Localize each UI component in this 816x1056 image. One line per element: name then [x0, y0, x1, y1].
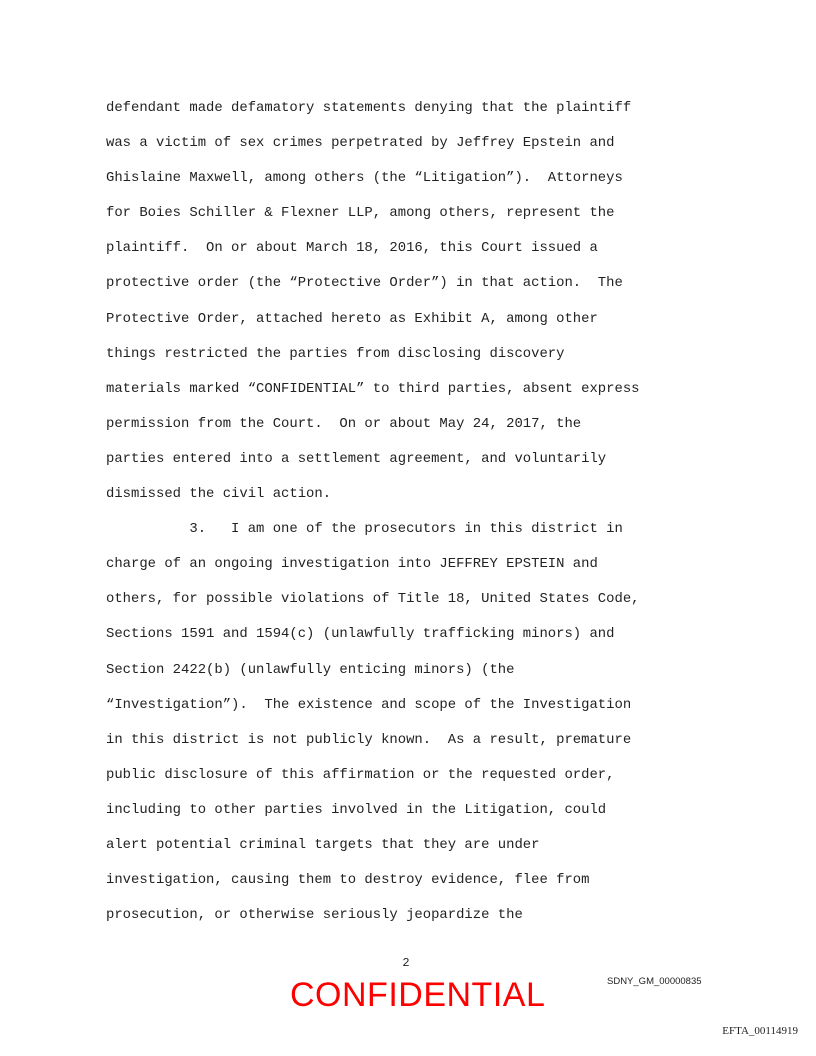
text-line: for Boies Schiller & Flexner LLP, among others, represent the [106, 205, 615, 222]
text-line: materials marked “CONFIDENTIAL” to third parties, absent express [106, 380, 640, 397]
text-line: defendant made defamatory statements denying that the plaintiff [106, 100, 632, 116]
page-number: 2 [402, 956, 410, 970]
text-line: permission from the Court. On or about May 24, 2017, the [106, 415, 582, 432]
text-line: investigation, causing them to destroy evidence, flee from [106, 872, 590, 889]
text-line: Sections 1591 and 1594(c) (unlawfully trafficking minors) and [106, 626, 615, 643]
bates-number: SDNY_GM_00000835 [607, 976, 702, 987]
text-line: plaintiff. On or about March 18, 2016, this Court issued a [106, 240, 598, 257]
text-line: Ghislaine Maxwell, among others (the “Litigation”). Attorneys [106, 170, 623, 187]
text-line: “Investigation”). The existence and scope of the Investigation [106, 696, 632, 713]
text-line: 3. I am one of the prosecutors in this district in [106, 521, 623, 538]
text-line: including to other parties involved in the Litigation, could [106, 801, 607, 818]
text-line: Section 2422(b) (unlawfully enticing minors) (the [106, 661, 515, 678]
text-line: public disclosure of this affirmation or the requested order, [106, 766, 615, 783]
body-text [106, 91, 716, 933]
efta-number: EFTA_00114919 [722, 1025, 798, 1037]
text-line: Protective Order, attached hereto as Exhibit A, among other [106, 310, 598, 327]
text-line: charge of an ongoing investigation into JEFFREY EPSTEIN and [106, 556, 598, 573]
text-line: was a victim of sex crimes perpetrated by Jeffrey Epstein and [106, 135, 615, 152]
text-line: things restricted the parties from disclosing discovery [106, 345, 565, 362]
text-line: parties entered into a settlement agreement, and voluntarily [106, 450, 607, 467]
text-line: alert potential criminal targets that they are under [106, 836, 540, 853]
text-line: others, for possible violations of Title 18, United States Code, [106, 591, 640, 608]
text-line: dismissed the civil action. [106, 486, 332, 503]
confidential-stamp: CONFIDENTIAL [290, 976, 546, 1014]
text-line: prosecution, or otherwise seriously jeopardize the [106, 907, 523, 924]
text-line: in this district is not publicly known. As a result, premature [106, 731, 632, 748]
text-line: protective order (the “Protective Order”) in that action. The [106, 275, 623, 292]
